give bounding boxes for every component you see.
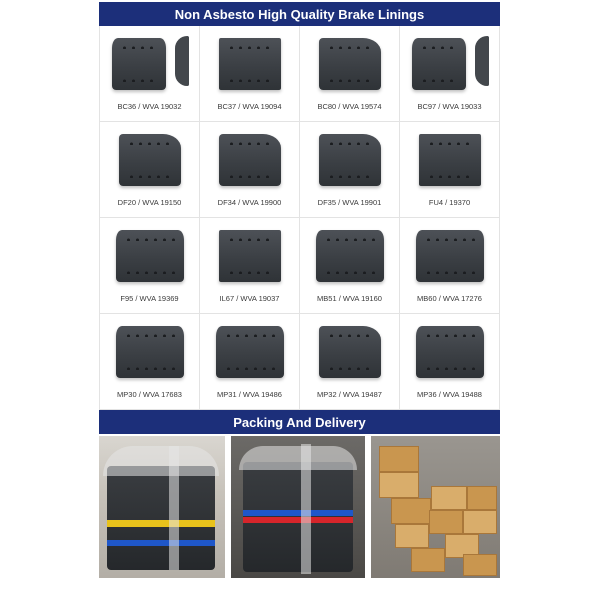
product-code-label: DF35 / WVA 19901 — [317, 198, 382, 207]
plastic-wrap — [103, 446, 219, 476]
product-card — [400, 122, 500, 218]
product-code-label: MP32 / WVA 19487 — [317, 390, 382, 399]
brake-lining-image — [319, 326, 381, 378]
product-code-label: IL67 / WVA 19037 — [219, 294, 280, 303]
carton — [429, 510, 463, 534]
product-card — [300, 26, 400, 122]
carton — [379, 472, 419, 498]
brake-lining-image — [219, 38, 281, 90]
brake-lining-image — [119, 134, 181, 186]
carton — [463, 554, 497, 576]
product-grid — [99, 26, 500, 410]
brake-lining-image — [319, 134, 381, 186]
product-code-label: BC80 / WVA 19574 — [317, 102, 382, 111]
brake-lining-image — [412, 38, 466, 90]
carton — [463, 510, 497, 534]
section-title: Packing And Delivery — [233, 414, 366, 430]
strap — [301, 444, 311, 574]
section-header-packing — [99, 410, 500, 434]
brake-lining-side-view — [475, 36, 489, 86]
brake-lining-image — [416, 326, 484, 378]
section-title: Non Asbesto High Quality Brake Linings — [174, 6, 425, 22]
product-code-label: MB60 / WVA 17276 — [417, 294, 482, 303]
brake-lining-image — [419, 134, 481, 186]
product-code-label: MP31 / WVA 19486 — [217, 390, 282, 399]
product-card — [400, 218, 500, 314]
product-code-label: F95 / WVA 19369 — [120, 294, 179, 303]
brake-lining-image — [219, 230, 281, 282]
strap — [169, 446, 179, 570]
product-card — [400, 314, 500, 410]
product-card — [100, 314, 200, 410]
packing-photo-cartons — [371, 436, 500, 578]
product-code-label: MB51 / WVA 19160 — [317, 294, 382, 303]
label-band — [243, 510, 353, 516]
carton — [379, 446, 419, 472]
product-card — [300, 122, 400, 218]
product-card — [200, 314, 300, 410]
product-code-label: MP36 / WVA 19488 — [417, 390, 482, 399]
packing-photos — [99, 436, 500, 578]
lining-stack — [107, 466, 215, 570]
product-card — [200, 26, 300, 122]
product-card — [100, 122, 200, 218]
product-code-label: MP30 / WVA 17683 — [117, 390, 182, 399]
product-code-label: FU4 / 19370 — [428, 198, 471, 207]
product-code-label: BC97 / WVA 19033 — [417, 102, 482, 111]
brake-lining-image — [116, 326, 184, 378]
product-code-label: DF20 / WVA 19150 — [117, 198, 182, 207]
label-band — [107, 540, 215, 546]
brake-lining-image — [112, 38, 166, 90]
product-code-label: BC36 / WVA 19032 — [117, 102, 182, 111]
product-card — [300, 314, 400, 410]
product-code-label: DF34 / WVA 19900 — [217, 198, 282, 207]
label-band — [107, 520, 215, 527]
product-card — [400, 26, 500, 122]
product-card — [100, 218, 200, 314]
brake-lining-image — [319, 38, 381, 90]
brake-lining-image — [216, 326, 284, 378]
section-header-brake-linings — [99, 2, 500, 26]
product-card — [200, 218, 300, 314]
carton — [411, 548, 445, 572]
brake-lining-image — [116, 230, 184, 282]
plastic-wrap — [239, 446, 357, 470]
product-card — [200, 122, 300, 218]
brake-lining-side-view — [175, 36, 189, 86]
carton — [467, 486, 497, 510]
brake-lining-image — [316, 230, 384, 282]
product-card — [100, 26, 200, 122]
carton — [391, 498, 431, 524]
brake-lining-image — [219, 134, 281, 186]
carton — [431, 486, 467, 510]
brake-lining-image — [416, 230, 484, 282]
packing-photo-strapped-stack — [231, 436, 365, 578]
product-card — [300, 218, 400, 314]
label-band — [243, 517, 353, 523]
carton — [395, 524, 429, 548]
product-code-label: BC37 / WVA 19094 — [217, 102, 282, 111]
packing-photo-wrapped-stack — [99, 436, 225, 578]
